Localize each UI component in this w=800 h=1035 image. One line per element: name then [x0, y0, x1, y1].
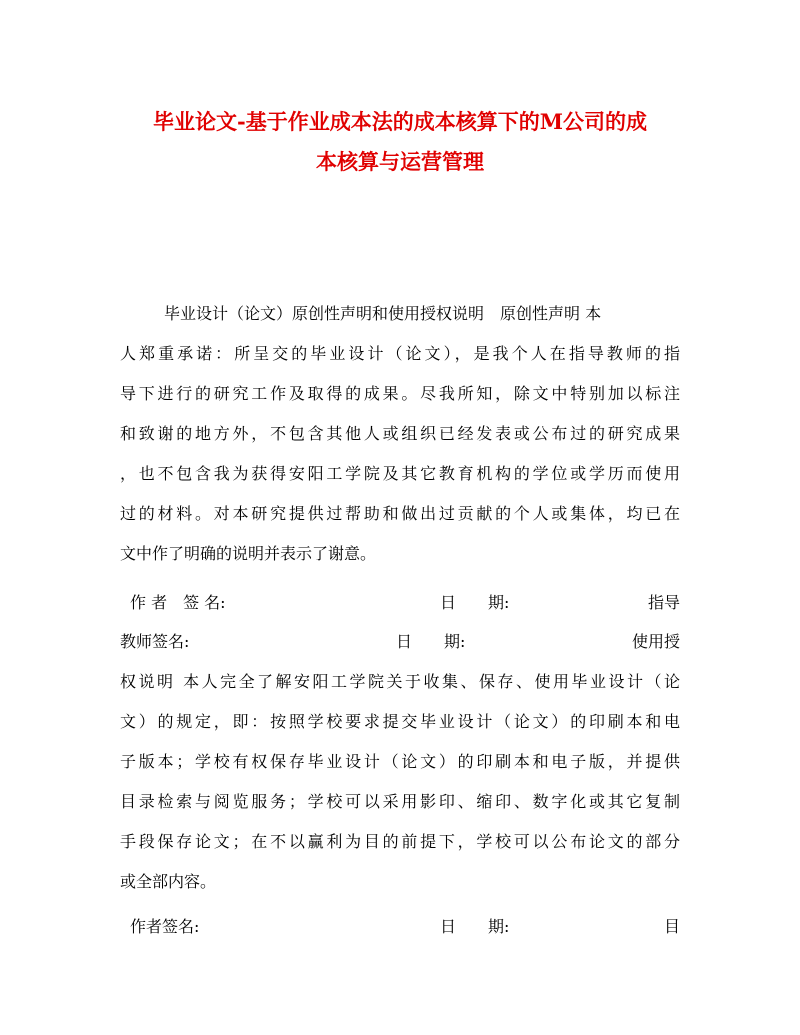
row-trailing-text: 指导: [647, 593, 680, 612]
statement-line: ，也不包含我为获得安阳工学院及其它教育机构的学位或学历而使用: [120, 464, 680, 483]
statement-line: 文中作了明确的说明并表示了谢意。: [120, 544, 377, 563]
statement-line: 导下进行的研究工作及取得的成果。尽我所知，除文中特别加以标注: [120, 384, 680, 403]
row-trailing-text: 使用授: [631, 632, 680, 651]
advisor-signature-label: 教师签名:: [120, 632, 190, 651]
date-label: 日 期:: [440, 917, 510, 936]
date-label: 日 期:: [396, 632, 466, 651]
statement-line: 人郑重承诺：所呈交的毕业设计（论文），是我个人在指导教师的指: [120, 344, 680, 363]
authorization-line: 文）的规定，即：按照学校要求提交毕业设计（论文）的印刷本和电: [120, 712, 680, 731]
document-title-line-1: 毕业论文-基于作业成本法的成本核算下的M公司的成: [153, 109, 647, 134]
authorization-line: 目录检索与阅览服务；学校可以采用影印、缩印、数字化或其它复制: [120, 792, 680, 811]
author-signature-label: 作 者 签 名:: [130, 593, 226, 612]
document-title-line-2: 本核算与运营管理: [316, 149, 484, 174]
authorization-line: 手段保存论文；在不以赢利为目的前提下，学校可以公布论文的部分: [120, 832, 680, 851]
authorization-line: 权说明 本人完全了解安阳工学院关于收集、保存、使用毕业设计（论: [120, 672, 680, 691]
row-trailing-text: 目: [663, 917, 680, 936]
author-signature-label: 作者签名:: [130, 917, 200, 936]
authorization-line: 或全部内容。: [120, 872, 217, 891]
statement-line: 和致谢的地方外，不包含其他人或组织已经发表或公布过的研究成果: [120, 424, 680, 443]
authorization-line: 子版本；学校有权保存毕业设计（论文）的印刷本和电子版，并提供: [120, 752, 680, 771]
statement-line: 毕业设计（论文）原创性声明和使用授权说明 原创性声明 本: [164, 304, 602, 323]
date-label: 日 期:: [440, 593, 510, 612]
statement-line: 过的材料。对本研究提供过帮助和做出过贡献的个人或集体，均已在: [120, 504, 680, 523]
